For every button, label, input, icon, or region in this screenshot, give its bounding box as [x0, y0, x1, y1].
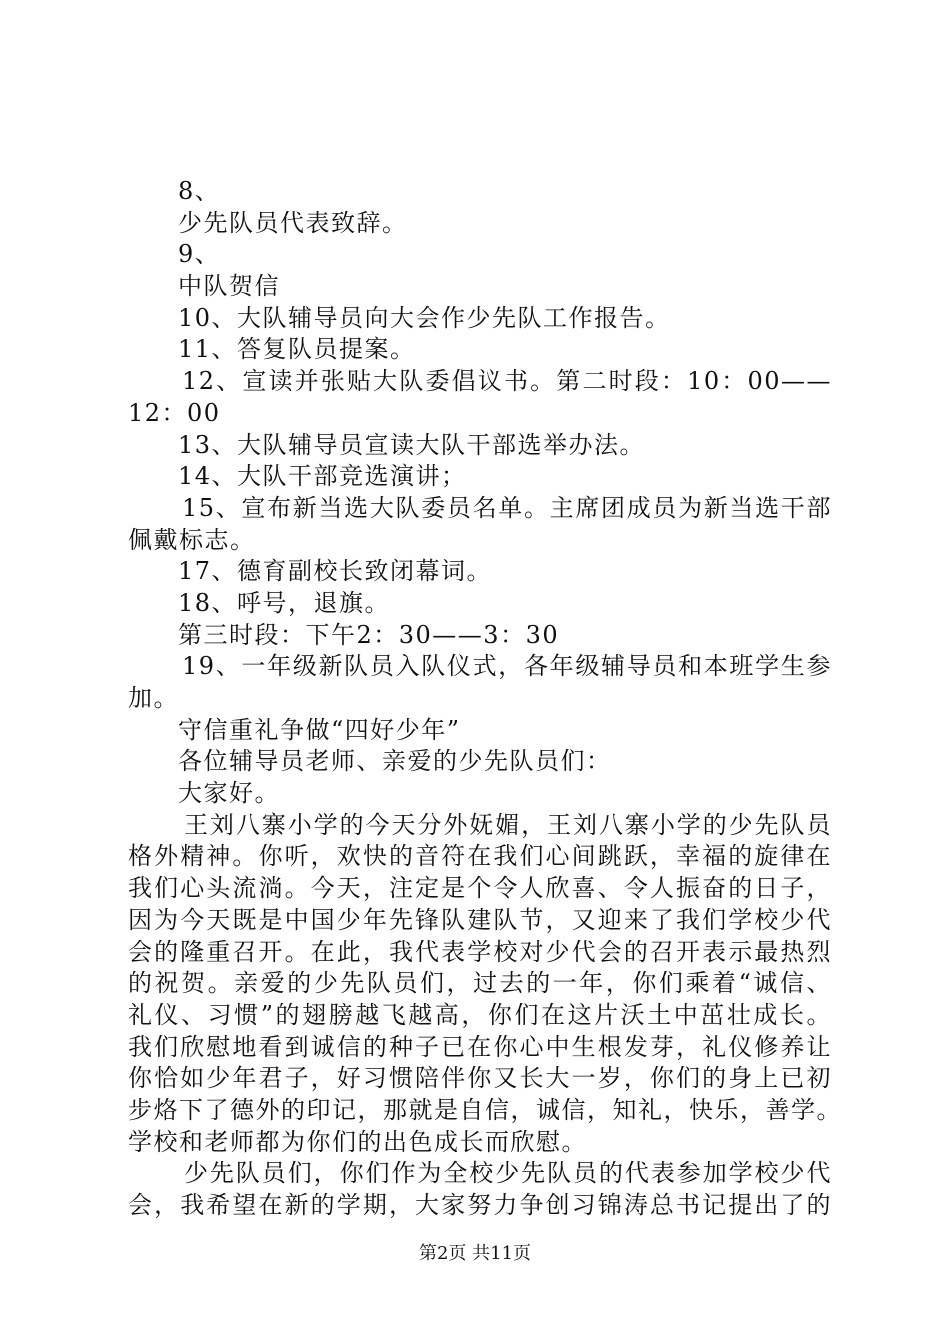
text-line: 9、: [178, 240, 221, 269]
document-body: [128, 176, 842, 1222]
text-line: 少先队员代表致辞。: [178, 208, 408, 237]
text-line: 大家好。: [178, 779, 280, 808]
text-line: 因为今天既是中国少年先锋队建队节，又迎来了我们学校少代: [128, 905, 832, 934]
text-line: 12、宣读并张贴大队委倡议书。第二时段：10：00——: [182, 367, 832, 396]
page-number-footer: 第2页 共11页: [418, 1243, 532, 1264]
text-line: 18、呼号，退旗。: [178, 588, 391, 617]
text-line: 10、大队辅导员向大会作少先队工作报告。: [178, 303, 671, 332]
text-line: 12：00: [128, 398, 221, 427]
text-line: 我们心头流淌。今天，注定是个令人欣喜、令人振奋的日子，: [128, 874, 832, 903]
text-line: 8、: [178, 177, 221, 205]
text-line: 守信重礼争做“四好少年”: [178, 715, 461, 744]
text-line: 格外精神。你听，欢快的音符在我们心间跳跃，幸福的旋律在: [128, 842, 832, 871]
text-line: 的祝贺。亲爱的少先队员们，过去的一年，你们乘着“诚信、: [128, 969, 832, 998]
text-line: 加。: [128, 684, 179, 712]
text-line: 13、大队辅导员宣读大队干部选举办法。: [178, 430, 646, 459]
text-line: 我们欣慰地看到诚信的种子已在你心中生根发芽，礼仪修养让: [128, 1032, 832, 1061]
text-line: 王刘八寨小学的今天分外妩媚，王刘八寨小学的少先队员: [184, 810, 832, 839]
text-line: 各位辅导员老师、亲爱的少先队员们：: [178, 747, 612, 776]
text-line: 学校和老师都为你们的出色成长而欣慰。: [128, 1127, 587, 1156]
text-line: 14、大队干部竞选演讲；: [178, 462, 467, 491]
text-line: 第三时段：下午2：30——3：30: [178, 620, 560, 649]
text-line: 15、宣布新当选大队委员名单。主席团成员为新当选干部: [182, 493, 832, 522]
text-line: 17、德育副校长致闭幕词。: [178, 557, 493, 586]
text-line: 佩戴标志。: [128, 525, 256, 554]
text-line: 步烙下了德外的印记，那就是自信，诚信，知礼，快乐，善学。: [128, 1095, 842, 1124]
text-line: 礼仪、习惯”的翅膀越飞越高，你们在这片沃土中茁壮成长。: [128, 1000, 832, 1029]
text-line: 会的隆重召开。在此，我代表学校对少代会的召开表示最热烈: [128, 937, 832, 966]
text-line: 11、答复队员提案。: [178, 335, 416, 364]
text-line: 中队贺信: [178, 272, 280, 301]
text-line: 会，我希望在新的学期，大家努力争创习锦涛总书记提出了的: [128, 1191, 832, 1219]
text-line: 少先队员们，你们作为全校少先队员的代表参加学校少代: [184, 1159, 832, 1188]
text-line: 19、一年级新队员入队仪式，各年级辅导员和本班学生参: [182, 652, 832, 681]
text-line: 你恰如少年君子，好习惯陪伴你又长大一岁，你们的身上已初: [128, 1064, 832, 1093]
